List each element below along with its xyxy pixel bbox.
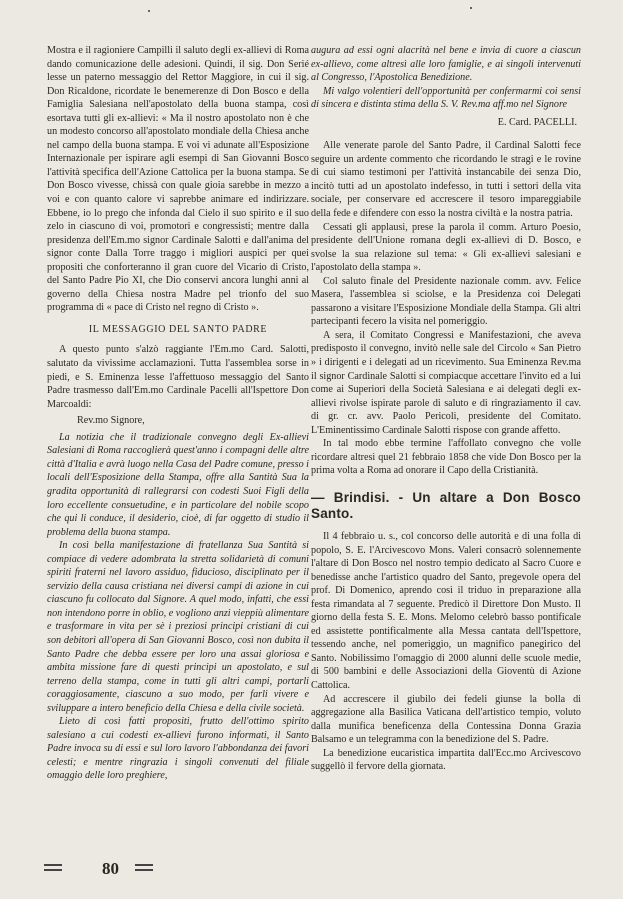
ink-speck-icon (148, 10, 150, 12)
page-footer (40, 856, 160, 882)
paragraph: A sera, il Comitato Congressi e Manifestazioni, che aveva predisposto il convegno, invitò nelle sale del Circolo « San Pietro » i dirigenti e i delegati ad un ricevimento. Sua Eminenza Rev.ma il signor Cardinale Salotti si compiacque accettare l'invito ed a lui come ai Superiori della Società Salesiana e ai delegati degli ex-allievi rivolse ispirate parole di saluto e di ringraziamento il cav. di gr. cr. avv. Paolo Pericoli, presidente del Comitato. L'Eminentissimo Cardinale Salotti rispose con grande affetto. (311, 329, 581, 436)
paragraph: Il 4 febbraio u. s., col concorso delle autorità e di una folla di popolo, S. E. l'Arcivescovo Mons. Valeri consacrò solennemente l'altare di Don Bosco nel nostro tempio dedicato al Sacro Cuore e benedisse anche l'artistico quadro del Santo, pregevole opera del prof. Di Domenico, aprendo così il triduo in preparazione alla festa rimandata al 7 seguente. Predicò il Direttore Don Musto. Il giorno della festa S. E. Mons. Melomo celebrò basso pontificale ed assistette pontificalmente alla Messa cantata dell'Ispettore, tessendo anche, nel pomeriggio, un magnifico panegirico del Santo. Nobilissimo l'omaggio di 2000 alunni delle scuole medie, di 500 bambini e delle Associazioni della Gioventù di Azione Cattolica. (311, 530, 581, 691)
paragraph: Cessati gli applausi, prese la parola il comm. Arturo Poesio, presidente dell'Unione romana degli ex-allievi di D. Bosco, e svolse la sua relazione sul tema: « Gli ex-allievi salesiani e l'apostolato della stampa ». (311, 221, 581, 274)
paragraph: Mostra e il ragioniere Campilli il saluto degli ex-allievi di Roma dando comunicazione delle adesioni. Quindi, il sig. Don Serié lesse un paterno messaggio del Rettor Maggiore, in cui il sig. Don Ricaldone, ricordate le benemerenze di Don Bosco e della Famiglia Salesiana nell'apostolato della buona stampa, così esortava tutti gli ex-allievi: « Ma il nostro apostolato non è che un modesto concorso all'apostolato mondiale della Chiesa anche nel campo della buona stampa. E voi vi adunate all'Esposizione Internazionale per ispirare agli esempi di San Giovanni Bosco l'attività specifica dell'Azione Cattolica per la buona stampa. Se Don Bosco vivesse, chissà con quale gioia sarebbe in mezzo a voi e con quanto calore vi saprebbe animare ed indirizzare. Ebbene, io lo prego che infonda dal Cielo il suo spirito e il suo zelo in ciascuno di voi, promotori e congressisti; mentre dalla presidenza dell'Em.mo signor Cardinale Salotti e dall'anima del signor conte Dalla Torre traggo i migliori auspici per quei propositi che conforteranno il gran cuore del Vicario di Cristo, del Santo Padre Pio XI, che Dio conservi ancora lunghi anni al governo della Chiesa nostra Madre pel trionfo del suo programma di « pace di Cristo nel regno di Cristo ». (47, 45, 309, 314)
equals-mark-icon (135, 864, 153, 866)
letter-paragraph: La notizia che il tradizionale convegno degli Ex-allievi Salesiani di Roma raccoglierà quest'anno i compagni delle altre città d'Italia e avrà luogo nella Casa del Padre comune, presso i locali dell'Esposizione della Stampa, offre alla Santità Sua la gradita opportunità di rallegrarsi con codesti Suoi Figli della loro eccellente consuetudine, e in particolare del nobile scopo che qui li conduce, il desiderio, cioè, di far oggetto di studio il problema della buona stampa. (47, 431, 309, 538)
paragraph: Alle venerate parole del Santo Padre, il Cardinal Salotti fece seguire un ardente commento che ricordando le stragi e le rovine di cui siamo testimoni per l'attività instancabile dei senza Dio, incitò tutti ad un apostolato indefesso, in tutti i settori della vita sociale, per conservare ed accrescere il tesoro impareggiabile della fede e difendere con esso la nostra civiltà e la nostra patria. (311, 140, 581, 220)
paragraph: La benedizione eucaristica impartita dall'Ecc.mo Arcivescovo suggellò il fervore della giornata. (311, 747, 581, 773)
equals-mark-icon (44, 864, 62, 866)
left-column (47, 44, 309, 783)
page-number: 80 (102, 859, 119, 878)
right-column (311, 44, 581, 774)
paragraph: A questo punto s'alzò raggiante l'Em.mo Card. Salotti, salutato da vivissime acclamazioni. Tutta l'assemblea sorse in piedi, e S. Eminenza lesse l'affettuoso messaggio del Santo Padre trasmesso dall'Em.mo Cardinale Pacelli all'Ispettore Don Marcoaldi: (47, 344, 309, 410)
paragraph: Ad accrescere il giubilo dei fedeli giunse la bolla di aggregazione alla Basilica Vaticana dell'artistico tempio, voluto dalla munifica beneficenza della Contessina Donna Grazia Balsamo e un telegramma con la benedizione del S. Padre. (311, 693, 581, 746)
letter-paragraph: In così bella manifestazione di fratellanza Sua Santità si compiace di vedere adombrata la stretta solidarietà di comuni spiriti fraterni nel lavoro assiduo, fiducioso, disciplinato per il servizio della causa cristiana nei diversi campi di azione in cui ciascuno fu collocato dal Signore. A quel modo, infatti, che essi non intendono porre in oblio, e vogliono anzi vieppiù alimentare e trasformare in vita per sè i preziosi principi cristiani di cui son debitori all'opera di San Giovanni Bosco, così non dubita il Santo Padre che debba essere per loro una assai gloriosa e ambita missione fare di questi principi un apostolato, e sul terreno della stampa, come in tutti gli altri campi, portarli coraggiosamente, ciascuno a suo modo, per farli vivere e sviluppare a intero beneficio della Chiesa e della civile società. (47, 540, 309, 714)
signature: E. Card. PACELLI. (497, 116, 577, 128)
ink-speck-icon (470, 7, 472, 9)
letter-paragraph: augura ad essi ogni alacrità nel bene e invia di cuore a ciascun ex-allievo, come altresì alle loro famiglie, e ai singoli intervenuti al Congresso, l'Apostolica Benedizione. (311, 45, 581, 84)
salutation: Rev.mo Signore, (77, 415, 145, 427)
letter-paragraph: Mi valgo volentieri dell'opportunità per confermarmi coi sensi di sincera e distinta stima della S. V. Rev.ma aff.mo nel Signore (311, 85, 581, 111)
article-headline: — Brindisi. - Un altare a Don Bosco Santo. (311, 489, 581, 521)
section-title: IL MESSAGGIO DEL SANTO PADRE (88, 323, 268, 335)
letter-paragraph: Lieto di così fatti propositi, frutto dell'ottimo spirito salesiano a cui codesti ex-allievi furono informati, il Santo Padre invoca su di essi e sul loro lavoro l'abbondanza dei favori celesti; e mentre ringrazia i singoli convenuti del filiale omaggio delle loro preghiere, (47, 716, 309, 782)
paragraph: Col saluto finale del Presidente nazionale comm. avv. Felice Masera, l'assemblea si sciolse, e la Presidenza coi Delegati passarono a visitare l'Esposizione Mondiale della Stampa. Gli altri partecipanti fecero la visita nel pomeriggio. (311, 275, 581, 328)
paragraph: In tal modo ebbe termine l'affollato convegno che volle ricordare altresì quel 21 febbraio 1858 che vide Don Bosco per la prima volta a Roma ad onorare il Capo della Cristianità. (311, 438, 581, 477)
